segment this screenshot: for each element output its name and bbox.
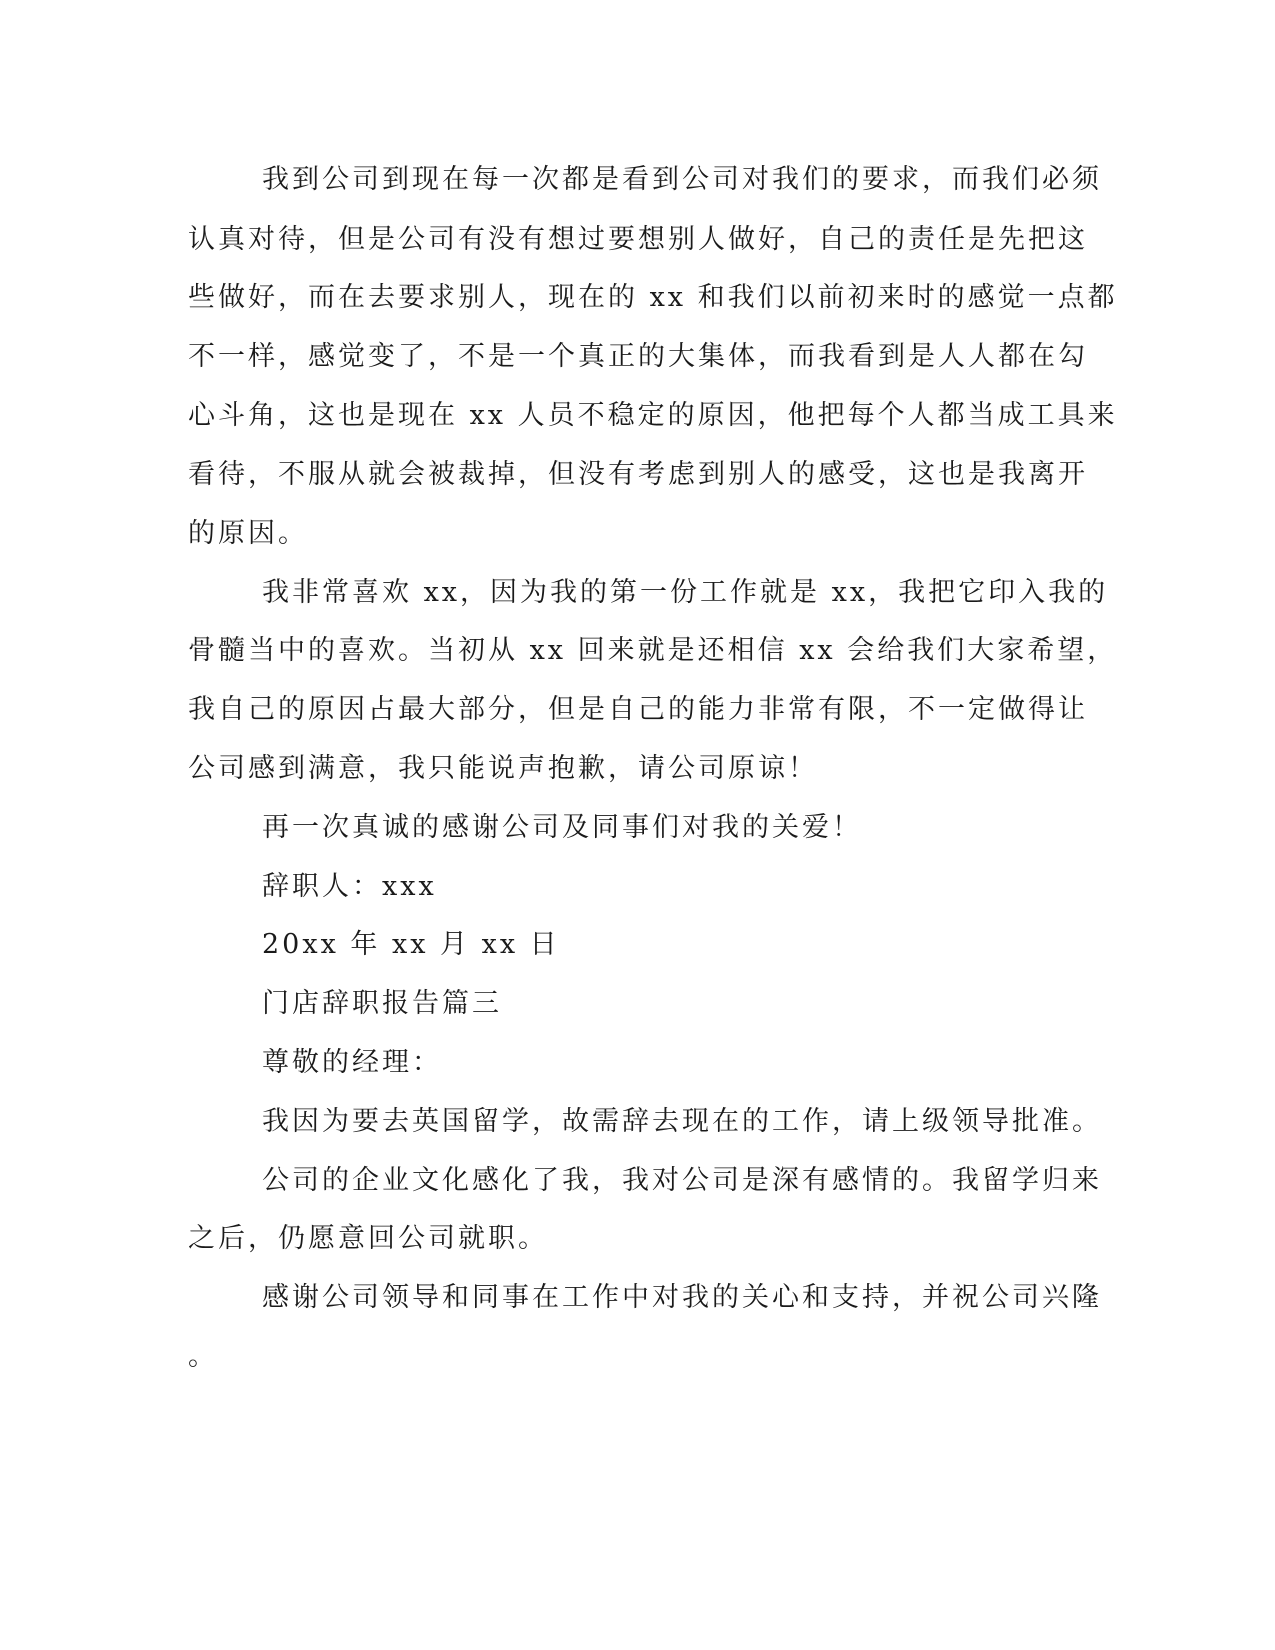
- paragraph-line: 看待，不服从就会被裁掉，但没有考虑到别人的感受，这也是我离开: [188, 459, 1088, 490]
- paragraph-line: 我到公司到现在每一次都是看到公司对我们的要求，而我们必须: [262, 164, 1102, 195]
- paragraph-line: 之后，仍愿意回公司就职。: [188, 1223, 548, 1254]
- section-heading: 门店辞职报告篇三: [262, 988, 502, 1019]
- paragraph-line: 感谢公司领导和同事在工作中对我的关心和支持，并祝公司兴隆: [262, 1282, 1102, 1313]
- paragraph-line: 不一样，感觉变了，不是一个真正的大集体，而我看到是人人都在勾: [188, 341, 1088, 372]
- paragraph-line: 心斗角，这也是现在 xx 人员不稳定的原因，他把每个人都当成工具来: [188, 400, 1118, 431]
- paragraph-line: 公司的企业文化感化了我，我对公司是深有感情的。我留学归来: [262, 1165, 1102, 1196]
- paragraph-line: 些做好，而在去要求别人，现在的 xx 和我们以前初来时的感觉一点都: [188, 282, 1118, 313]
- signer-line: 辞职人：xxx: [262, 871, 437, 902]
- paragraph-line: 认真对待，但是公司有没有想过要想别人做好，自己的责任是先把这: [188, 224, 1088, 255]
- salutation: 尊敬的经理：: [262, 1047, 442, 1078]
- date-line: 20xx 年 xx 月 xx 日: [262, 929, 560, 960]
- paragraph-line: 骨髓当中的喜欢。当初从 xx 回来就是还相信 xx 会给我们大家希望，: [188, 635, 1118, 666]
- paragraph-line: 。: [188, 1341, 218, 1372]
- paragraph-line: 我自己的原因占最大部分，但是自己的能力非常有限，不一定做得让: [188, 694, 1088, 725]
- paragraph-line: 我因为要去英国留学，故需辞去现在的工作，请上级领导批准。: [262, 1106, 1102, 1137]
- paragraph-line: 我非常喜欢 xx，因为我的第一份工作就是 xx，我把它印入我的: [262, 577, 1109, 608]
- paragraph-line: 公司感到满意，我只能说声抱歉，请公司原谅！: [188, 753, 818, 784]
- thanks-line: 再一次真诚的感谢公司及同事们对我的关爱！: [262, 812, 862, 843]
- paragraph-line: 的原因。: [188, 518, 308, 549]
